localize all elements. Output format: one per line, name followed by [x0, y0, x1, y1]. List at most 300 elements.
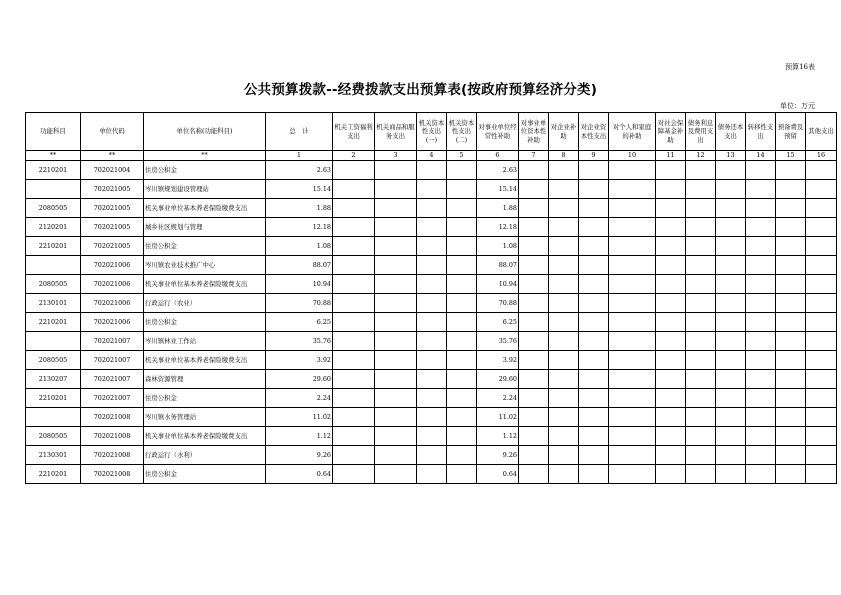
unit-code-cell: 702021005 — [81, 180, 144, 199]
empty-cell — [686, 180, 716, 199]
empty-cell — [746, 427, 776, 446]
header-cell: 机关商品和服务支出 — [375, 113, 417, 151]
empty-cell — [333, 427, 375, 446]
header-cell: 对企业资本性支出 — [579, 113, 609, 151]
empty-cell — [519, 237, 549, 256]
empty-cell — [656, 465, 686, 484]
empty-cell — [579, 446, 609, 465]
empty-cell — [776, 370, 806, 389]
unit-code-cell: 702021005 — [81, 218, 144, 237]
empty-cell — [656, 218, 686, 237]
empty-cell — [716, 313, 746, 332]
header-cell: 债务利息及费用支出 — [686, 113, 716, 151]
empty-cell — [806, 332, 837, 351]
empty-cell — [519, 294, 549, 313]
empty-cell — [656, 332, 686, 351]
header-cell: 机关资本性支出(二) — [447, 113, 477, 151]
unit-code-cell: 702021004 — [81, 161, 144, 180]
total-cell: 88.07 — [266, 256, 333, 275]
empty-cell — [579, 313, 609, 332]
empty-cell — [447, 351, 477, 370]
function-code-cell — [26, 256, 81, 275]
empty-cell — [375, 465, 417, 484]
index-cell: 7 — [519, 151, 549, 161]
empty-cell — [549, 256, 579, 275]
table-row — [26, 256, 837, 275]
empty-cell — [686, 446, 716, 465]
empty-cell — [776, 465, 806, 484]
empty-cell — [333, 294, 375, 313]
empty-cell — [417, 408, 447, 427]
empty-cell — [609, 275, 656, 294]
empty-cell — [656, 389, 686, 408]
empty-cell — [806, 313, 837, 332]
function-code-cell: 2210201 — [26, 161, 81, 180]
empty-cell — [656, 351, 686, 370]
empty-cell — [417, 389, 447, 408]
index-cell: ** — [144, 151, 266, 161]
empty-cell — [746, 199, 776, 218]
empty-cell — [776, 408, 806, 427]
empty-cell — [716, 408, 746, 427]
empty-cell — [447, 218, 477, 237]
empty-cell — [549, 161, 579, 180]
empty-cell — [746, 389, 776, 408]
empty-cell — [375, 294, 417, 313]
empty-cell — [686, 199, 716, 218]
empty-cell — [579, 275, 609, 294]
empty-cell — [609, 351, 656, 370]
empty-cell — [716, 389, 746, 408]
empty-cell — [686, 161, 716, 180]
empty-cell — [656, 237, 686, 256]
empty-cell — [686, 427, 716, 446]
empty-cell — [579, 465, 609, 484]
empty-cell — [519, 313, 549, 332]
total-cell: 6.25 — [266, 313, 333, 332]
header-cell: 预备费及预留 — [776, 113, 806, 151]
unit-name-cell: 行政运行（水利） — [144, 446, 266, 465]
empty-cell — [806, 180, 837, 199]
empty-cell — [549, 446, 579, 465]
empty-cell — [716, 332, 746, 351]
table-row — [26, 294, 837, 313]
empty-cell — [776, 275, 806, 294]
empty-cell — [776, 199, 806, 218]
empty-cell — [806, 161, 837, 180]
unit-name-cell: 岑川镇规划建设管理站 — [144, 180, 266, 199]
empty-cell — [746, 313, 776, 332]
page-title: 公共预算拨款--经费拨款支出预算表(按政府预算经济分类) — [243, 82, 598, 98]
empty-cell — [333, 275, 375, 294]
table-row — [26, 370, 837, 389]
empty-cell — [417, 275, 447, 294]
empty-cell — [656, 408, 686, 427]
index-cell: 4 — [417, 151, 447, 161]
empty-cell — [609, 389, 656, 408]
empty-cell — [549, 370, 579, 389]
index-cell: 9 — [579, 151, 609, 161]
unit-name-cell: 住房公积金 — [144, 161, 266, 180]
empty-cell — [549, 408, 579, 427]
unit-name-cell: 住房公积金 — [144, 465, 266, 484]
empty-cell — [447, 161, 477, 180]
operating-subsidy-cell: 2.24 — [477, 389, 519, 408]
empty-cell — [609, 465, 656, 484]
empty-cell — [579, 180, 609, 199]
empty-cell — [375, 370, 417, 389]
empty-cell — [806, 446, 837, 465]
empty-cell — [549, 313, 579, 332]
empty-cell — [806, 351, 837, 370]
empty-cell — [776, 256, 806, 275]
empty-cell — [417, 180, 447, 199]
empty-cell — [579, 370, 609, 389]
table-row — [26, 180, 837, 199]
empty-cell — [806, 218, 837, 237]
empty-cell — [375, 427, 417, 446]
total-cell: 12.18 — [266, 218, 333, 237]
function-code-cell — [26, 332, 81, 351]
index-cell: 6 — [477, 151, 519, 161]
unit-code-cell: 702021006 — [81, 275, 144, 294]
function-code-cell: 2210201 — [26, 237, 81, 256]
unit-name-cell: 住房公积金 — [144, 313, 266, 332]
total-cell: 0.64 — [266, 465, 333, 484]
empty-cell — [549, 332, 579, 351]
empty-cell — [333, 332, 375, 351]
empty-cell — [609, 218, 656, 237]
function-code-cell — [26, 408, 81, 427]
empty-cell — [417, 351, 447, 370]
empty-cell — [417, 465, 447, 484]
unit-name-cell: 行政运行（农业） — [144, 294, 266, 313]
empty-cell — [656, 180, 686, 199]
operating-subsidy-cell: 1.88 — [477, 199, 519, 218]
empty-cell — [656, 313, 686, 332]
empty-cell — [806, 465, 837, 484]
index-cell: 14 — [746, 151, 776, 161]
empty-cell — [549, 294, 579, 313]
empty-cell — [776, 389, 806, 408]
unit-name-cell: 岑川镇水务管理站 — [144, 408, 266, 427]
empty-cell — [656, 294, 686, 313]
empty-cell — [776, 446, 806, 465]
empty-cell — [686, 408, 716, 427]
empty-cell — [549, 427, 579, 446]
empty-cell — [549, 389, 579, 408]
empty-cell — [375, 256, 417, 275]
empty-cell — [686, 294, 716, 313]
empty-cell — [746, 237, 776, 256]
empty-cell — [686, 370, 716, 389]
empty-cell — [579, 256, 609, 275]
empty-cell — [716, 256, 746, 275]
index-cell: 3 — [375, 151, 417, 161]
empty-cell — [519, 180, 549, 199]
empty-cell — [549, 218, 579, 237]
index-cell: ** — [81, 151, 144, 161]
operating-subsidy-cell: 29.60 — [477, 370, 519, 389]
empty-cell — [519, 408, 549, 427]
empty-cell — [519, 427, 549, 446]
unit-code-cell: 702021005 — [81, 199, 144, 218]
empty-cell — [806, 256, 837, 275]
total-cell: 11.02 — [266, 408, 333, 427]
total-cell: 2.63 — [266, 161, 333, 180]
unit-name-cell: 住房公积金 — [144, 237, 266, 256]
empty-cell — [806, 389, 837, 408]
empty-cell — [417, 237, 447, 256]
unit-name-cell: 岑川镇林业工作站 — [144, 332, 266, 351]
operating-subsidy-cell: 1.08 — [477, 237, 519, 256]
empty-cell — [716, 180, 746, 199]
empty-cell — [333, 351, 375, 370]
empty-cell — [549, 275, 579, 294]
empty-cell — [333, 218, 375, 237]
empty-cell — [746, 465, 776, 484]
empty-cell — [375, 218, 417, 237]
empty-cell — [519, 351, 549, 370]
table-row — [26, 275, 837, 294]
empty-cell — [776, 294, 806, 313]
empty-cell — [686, 313, 716, 332]
empty-cell — [417, 427, 447, 446]
header-cell: 债务还本支出 — [716, 113, 746, 151]
function-code-cell: 2130101 — [26, 294, 81, 313]
empty-cell — [375, 313, 417, 332]
table-row — [26, 218, 837, 237]
empty-cell — [656, 427, 686, 446]
empty-cell — [746, 275, 776, 294]
unit-code-cell: 702021006 — [81, 256, 144, 275]
empty-cell — [519, 218, 549, 237]
empty-cell — [806, 294, 837, 313]
empty-cell — [579, 218, 609, 237]
empty-cell — [716, 237, 746, 256]
empty-cell — [579, 427, 609, 446]
empty-cell — [519, 256, 549, 275]
empty-cell — [609, 294, 656, 313]
empty-cell — [776, 427, 806, 446]
table-row — [26, 465, 837, 484]
empty-cell — [686, 256, 716, 275]
total-cell: 2.24 — [266, 389, 333, 408]
empty-cell — [609, 313, 656, 332]
empty-cell — [519, 465, 549, 484]
empty-cell — [549, 180, 579, 199]
header-cell: 对企业补助 — [549, 113, 579, 151]
empty-cell — [447, 427, 477, 446]
function-code-cell: 2130301 — [26, 446, 81, 465]
function-code-cell — [26, 180, 81, 199]
header-cell: 对个人和家庭的补助 — [609, 113, 656, 151]
unit-code-cell: 702021007 — [81, 370, 144, 389]
empty-cell — [447, 294, 477, 313]
empty-cell — [746, 408, 776, 427]
unit-name-cell: 城乡社区规划与管理 — [144, 218, 266, 237]
empty-cell — [746, 256, 776, 275]
empty-cell — [746, 161, 776, 180]
header-cell: 功能科目 — [26, 113, 81, 151]
empty-cell — [519, 446, 549, 465]
empty-cell — [333, 465, 375, 484]
total-cell: 1.08 — [266, 237, 333, 256]
operating-subsidy-cell: 70.88 — [477, 294, 519, 313]
header-cell: 机关工资福利支出 — [333, 113, 375, 151]
empty-cell — [447, 465, 477, 484]
table-row — [26, 427, 837, 446]
operating-subsidy-cell: 1.12 — [477, 427, 519, 446]
empty-cell — [447, 389, 477, 408]
empty-cell — [776, 161, 806, 180]
empty-cell — [375, 237, 417, 256]
empty-cell — [333, 446, 375, 465]
unit-name-cell: 森林资源管理 — [144, 370, 266, 389]
empty-cell — [716, 351, 746, 370]
index-cell: 1 — [266, 151, 333, 161]
index-row — [26, 151, 837, 161]
empty-cell — [609, 370, 656, 389]
function-code-cell: 2210201 — [26, 465, 81, 484]
unit-code-cell: 702021005 — [81, 237, 144, 256]
total-cell: 15.14 — [266, 180, 333, 199]
function-code-cell: 2120201 — [26, 218, 81, 237]
header-cell: 对社会保障基金补助 — [656, 113, 686, 151]
empty-cell — [716, 275, 746, 294]
unit-code-cell: 702021007 — [81, 389, 144, 408]
form-number: 预算16表 — [785, 63, 815, 71]
empty-cell — [686, 389, 716, 408]
empty-cell — [806, 237, 837, 256]
empty-cell — [716, 370, 746, 389]
empty-cell — [417, 370, 447, 389]
header-cell: 其他支出 — [806, 113, 837, 151]
empty-cell — [806, 370, 837, 389]
operating-subsidy-cell: 88.07 — [477, 256, 519, 275]
header-row — [26, 113, 837, 151]
function-code-cell: 2080505 — [26, 351, 81, 370]
empty-cell — [656, 256, 686, 275]
table-row — [26, 446, 837, 465]
unit-code-cell: 702021008 — [81, 465, 144, 484]
empty-cell — [375, 199, 417, 218]
empty-cell — [417, 332, 447, 351]
index-cell: 8 — [549, 151, 579, 161]
unit-code-cell: 702021007 — [81, 351, 144, 370]
empty-cell — [417, 218, 447, 237]
empty-cell — [333, 237, 375, 256]
empty-cell — [776, 237, 806, 256]
index-cell: 2 — [333, 151, 375, 161]
empty-cell — [776, 180, 806, 199]
total-cell: 3.92 — [266, 351, 333, 370]
total-cell: 9.26 — [266, 446, 333, 465]
index-cell: 15 — [776, 151, 806, 161]
empty-cell — [716, 199, 746, 218]
unit-name-cell: 机关事业单位基本养老保险缴费支出 — [144, 199, 266, 218]
empty-cell — [375, 161, 417, 180]
empty-cell — [776, 332, 806, 351]
empty-cell — [579, 408, 609, 427]
empty-cell — [716, 427, 746, 446]
empty-cell — [375, 389, 417, 408]
budget-table — [25, 112, 837, 484]
empty-cell — [375, 446, 417, 465]
empty-cell — [716, 161, 746, 180]
index-cell: 10 — [609, 151, 656, 161]
operating-subsidy-cell: 11.02 — [477, 408, 519, 427]
empty-cell — [609, 180, 656, 199]
empty-cell — [716, 446, 746, 465]
operating-subsidy-cell: 15.14 — [477, 180, 519, 199]
header-cell: 总 计 — [266, 113, 333, 151]
function-code-cell: 2210201 — [26, 313, 81, 332]
unit-label: 单位：万元 — [780, 102, 815, 110]
empty-cell — [609, 332, 656, 351]
total-cell: 1.88 — [266, 199, 333, 218]
empty-cell — [333, 313, 375, 332]
total-cell: 29.60 — [266, 370, 333, 389]
empty-cell — [579, 161, 609, 180]
empty-cell — [806, 275, 837, 294]
empty-cell — [519, 275, 549, 294]
empty-cell — [333, 180, 375, 199]
index-cell: 16 — [806, 151, 837, 161]
empty-cell — [549, 199, 579, 218]
header-cell: 转移性支出 — [746, 113, 776, 151]
unit-code-cell: 702021008 — [81, 446, 144, 465]
operating-subsidy-cell: 6.25 — [477, 313, 519, 332]
header-cell: 对事业单位资本性补助 — [519, 113, 549, 151]
empty-cell — [609, 199, 656, 218]
empty-cell — [716, 465, 746, 484]
empty-cell — [447, 237, 477, 256]
empty-cell — [447, 446, 477, 465]
empty-cell — [375, 351, 417, 370]
table-row — [26, 332, 837, 351]
empty-cell — [375, 332, 417, 351]
table-row — [26, 237, 837, 256]
empty-cell — [716, 294, 746, 313]
empty-cell — [686, 237, 716, 256]
empty-cell — [746, 370, 776, 389]
empty-cell — [375, 408, 417, 427]
empty-cell — [806, 199, 837, 218]
header-cell: 单位名称(功能科目) — [144, 113, 266, 151]
unit-name-cell: 岑川镇农业技术推广中心 — [144, 256, 266, 275]
empty-cell — [447, 313, 477, 332]
empty-cell — [333, 389, 375, 408]
empty-cell — [806, 408, 837, 427]
empty-cell — [656, 446, 686, 465]
total-cell: 70.88 — [266, 294, 333, 313]
empty-cell — [579, 237, 609, 256]
empty-cell — [417, 199, 447, 218]
function-code-cell: 2130207 — [26, 370, 81, 389]
empty-cell — [417, 446, 447, 465]
empty-cell — [686, 218, 716, 237]
empty-cell — [609, 446, 656, 465]
empty-cell — [609, 427, 656, 446]
operating-subsidy-cell: 2.63 — [477, 161, 519, 180]
empty-cell — [686, 351, 716, 370]
empty-cell — [333, 256, 375, 275]
index-cell: 13 — [716, 151, 746, 161]
empty-cell — [656, 161, 686, 180]
index-cell: 12 — [686, 151, 716, 161]
index-cell: ** — [26, 151, 81, 161]
